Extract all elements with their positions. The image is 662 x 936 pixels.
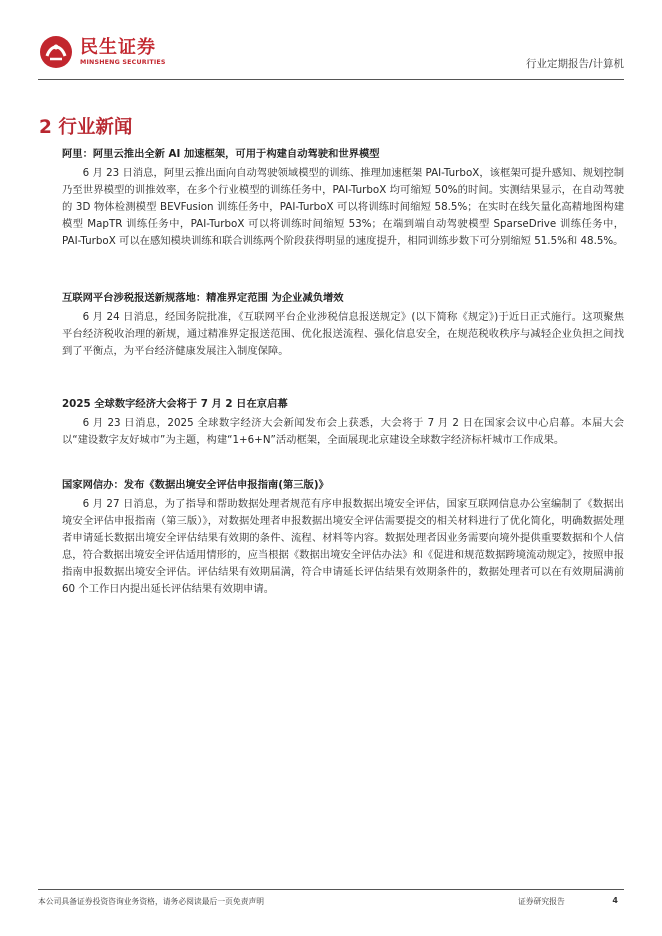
footer-disclaimer: 本公司具备证券投资咨询业务资格，请务必阅读最后一页免责声明 — [38, 897, 265, 906]
logo-english-name: MINSHENG SECURITIES — [80, 58, 166, 66]
footer-label: 证券研究报告 — [518, 897, 565, 906]
news-item-tax-rules — [62, 290, 624, 360]
news-item-alibaba — [62, 146, 624, 250]
section-title: 2 行业新闻 — [39, 117, 133, 138]
news-title: 互联网平台涉税报送新规落地：精准界定范围 为企业减负增效 — [62, 292, 344, 304]
news-item-cac — [62, 477, 624, 598]
news-body: 6 月 23 日消息，阿里云推出面向自动驾驶领域模型的训练、推理加速框架 PAI-TurboX，该框架可提升感知、规划控制乃至世界模型的训推效率，在多个行业模型的训练任务中，PAI-TurboX 均可缩短 50%的时间。实测结果显示，在自动驾驶的 3D 物体检测模型 BEVFusion 训练任务中，PAI-TurboX 可以将训练时间缩短 58.5%；在实时在线矢量化高精地图构建模型 MapTR 训练任务中，PAI-TurboX 可以将训练时间缩短 53%；在端到端自动驾驶模型 SparseDrive 训练任务中，PAI-TurboX 可以在感知模块训练和联合训练两个阶段获得明显的速度提升，相同训练步数下可分别缩短 51.5%和 48.5%。 — [62, 167, 624, 247]
page-number: 4 — [612, 896, 618, 905]
news-title: 2025 全球数字经济大会将于 7 月 2 日在京启幕 — [62, 398, 288, 410]
news-body: 6 月 24 日消息，经国务院批准，《互联网平台企业涉税信息报送规定》(以下简称《规定》)于近日正式施行。这项聚焦平台经济税收治理的新规，通过精准界定报送范围、优化报送流程、强化信息安全，在规范税收秩序与减轻企业负担之间找到了平衡点，为平台经济健康发展注入制度保障。 — [62, 311, 624, 357]
footer-divider — [38, 889, 624, 890]
minsheng-logo — [38, 34, 166, 70]
news-body: 6 月 27 日消息，为了指导和帮助数据处理者规范有序申报数据出境安全评估，国家互联网信息办公室编制了《数据出境安全评估申报指南（第三版）》，对数据处理者申报数据出境安全评估需要提交的相关材料进行了优化简化，明确数据处理者申请延长数据出境安全评估结果有效期的条件、流程、材料等内容。数据处理者因业务需要向境外提供重要数据和个人信息，符合数据出境安全评估适用情形的，应当根据《数据出境安全评估办法》和《促进和规范数据跨境流动规定》，按照申报指南申报数据出境安全评估。评估结果有效期届满，符合申请延长评估结果有效期条件的，数据处理者可以在有效期届满前 60 个工作日内提出延长评估结果有效期申请。 — [62, 498, 624, 595]
news-title: 阿里：阿里云推出全新 AI 加速框架，可用于构建自动驾驶和世界模型 — [62, 148, 380, 160]
header-divider — [38, 79, 624, 80]
page-header — [38, 34, 624, 80]
news-body: 6 月 23 日消息，2025 全球数字经济大会新闻发布会上获悉，大会将于 7 月 2 日在国家会议中心启幕。本届大会以“建设数字友好城市”为主题，构建“1+6+N”活动框架，全面展现北京建设全球数字经济标杆城市工作成果。 — [62, 417, 624, 446]
minsheng-logo-icon — [38, 34, 74, 70]
logo-chinese-name: 民生证券 — [80, 36, 156, 58]
news-item-digital-economy — [62, 396, 624, 449]
report-type-label: 行业定期报告/计算机 — [525, 58, 624, 70]
news-title: 国家网信办：发布《数据出境安全评估申报指南(第三版)》 — [62, 479, 329, 491]
